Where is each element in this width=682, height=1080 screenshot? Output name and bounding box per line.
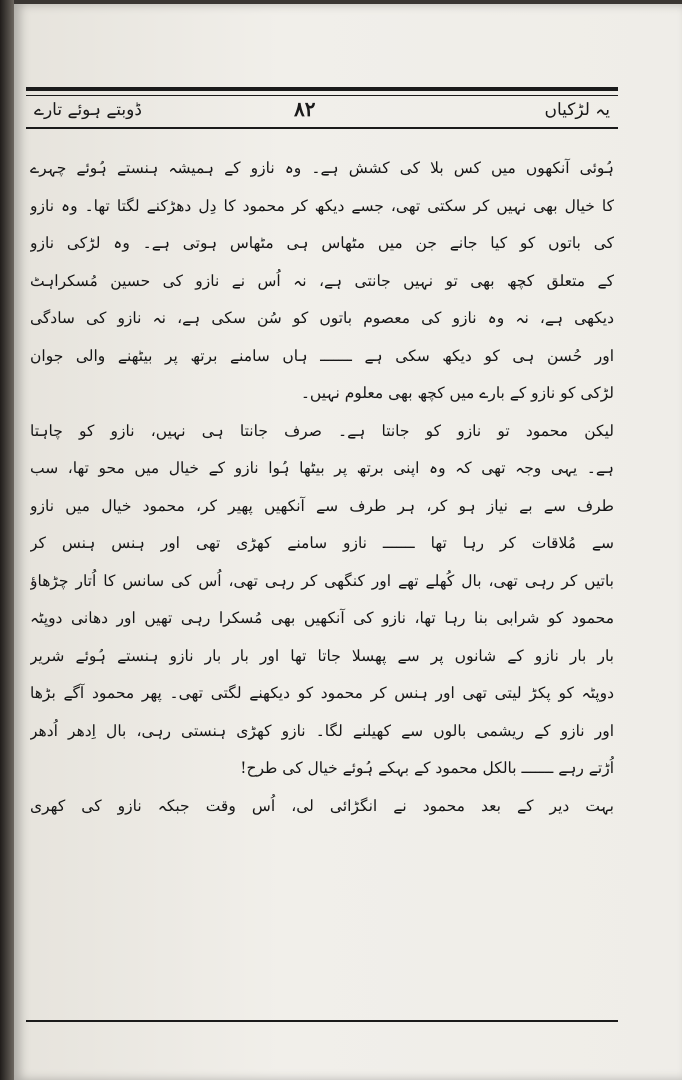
text-line: بہت دیر کے بعد محمود نے انگڑائی لی، اُس وقت جبکہ نازو کی کھری (30, 796, 614, 815)
text-line: کی باتوں کو کیا جانے جن میں مٹھاس ہی مٹھاس ہوتی ہے۔ وہ لڑکی نازو (30, 234, 614, 252)
text-line: دوپٹہ کو پکڑ لیتی تھی اور ہنس کر محمود کو دیکھنے لگتی تھی۔ پھر محمود آگے بڑھا (30, 684, 614, 702)
text-line: کا خیال بھی نہیں کر سکتی تھی، جسے دیکھ کر محمود کا دِل دھڑکنے لگتا تھا۔ وہ نازو (30, 196, 614, 215)
text-line: طرف سے بے نیاز ہو کر، ہر طرف سے آنکھیں پھیر کر، محمود خیال میں نازو (30, 496, 614, 515)
text-line: محمود کو شرابی بنا رہا تھا، نازو کی آنکھیں بھی مُسکرا رہی تھیں اور دھانی دوپٹہ (30, 609, 614, 627)
text-line: دیکھی ہے، نہ وہ نازو کی معصوم باتوں کو سُن سکی ہے، نہ نازو کی سادگی (30, 309, 614, 327)
text-line: سے مُلاقات کر رہا تھا ـــــــ نازو سامنے کھڑی تھی اور ہنس ہنس کر (30, 534, 614, 552)
text-line: لیکن محمود تو نازو کو جانتا ہے۔ صرف جانتا ہی نہیں، نازو کو چاہتا (30, 421, 614, 440)
page-number: ۸۲ (294, 97, 316, 121)
book-spine-shadow (0, 0, 14, 1080)
text-line: باتیں کر رہی تھی، بال کُھلے تھے اور کنگھی کر رہی تھی، اُس کی سانس کا اُتار چڑھاؤ (30, 571, 614, 590)
running-header (26, 97, 618, 127)
header-rule-bottom (26, 127, 618, 129)
book-title: یہ لڑکیاں (544, 100, 610, 120)
footer-rule (26, 1020, 618, 1022)
header-rule-thin (26, 95, 618, 96)
text-line: کے متعلق کچھ بھی تو نہیں جانتی ہے، نہ اُس نے نازو کی حسین مُسکراہٹ (30, 271, 614, 290)
body-text (30, 150, 614, 825)
text-line: اور نازو کے ریشمی بالوں سے کھیلنے لگا۔ نازو کھڑی ہنستی رہی، بال اِدھر اُدھر (30, 721, 614, 740)
text-line: ہُوئی آنکھوں میں کس بلا کی کشش ہے۔ وہ نازو کے ہمیشہ ہنستے ہُوئے چہرے (30, 159, 614, 177)
text-line: اور حُسن ہی کو دیکھ سکی ہے ـــــــ ہاں سامنے برتھ پر بیٹھنے والی جوان (30, 346, 614, 365)
chapter-title: ڈوبتے ہوئے تارے (34, 100, 142, 120)
header-rule-thick (26, 87, 618, 91)
text-line: ہے۔ یہی وجہ تھی کہ وہ اپنی برتھ پر بیٹھا ہُوا نازو کے خیال میں محو تھا، سب (30, 459, 614, 477)
text-line: لڑکی کو نازو کے بارے میں کچھ بھی معلوم نہیں۔ (300, 384, 614, 402)
text-line: بار بار نازو کے شانوں پر سے پھسلا جاتا تھا اور بار بار نازو ہنستے ہُوئے شریر (30, 646, 614, 665)
text-line: اُڑتے رہے ـــــــ بالکل محمود کے بہکے ہُوئے خیال کی طرح! (240, 759, 614, 777)
